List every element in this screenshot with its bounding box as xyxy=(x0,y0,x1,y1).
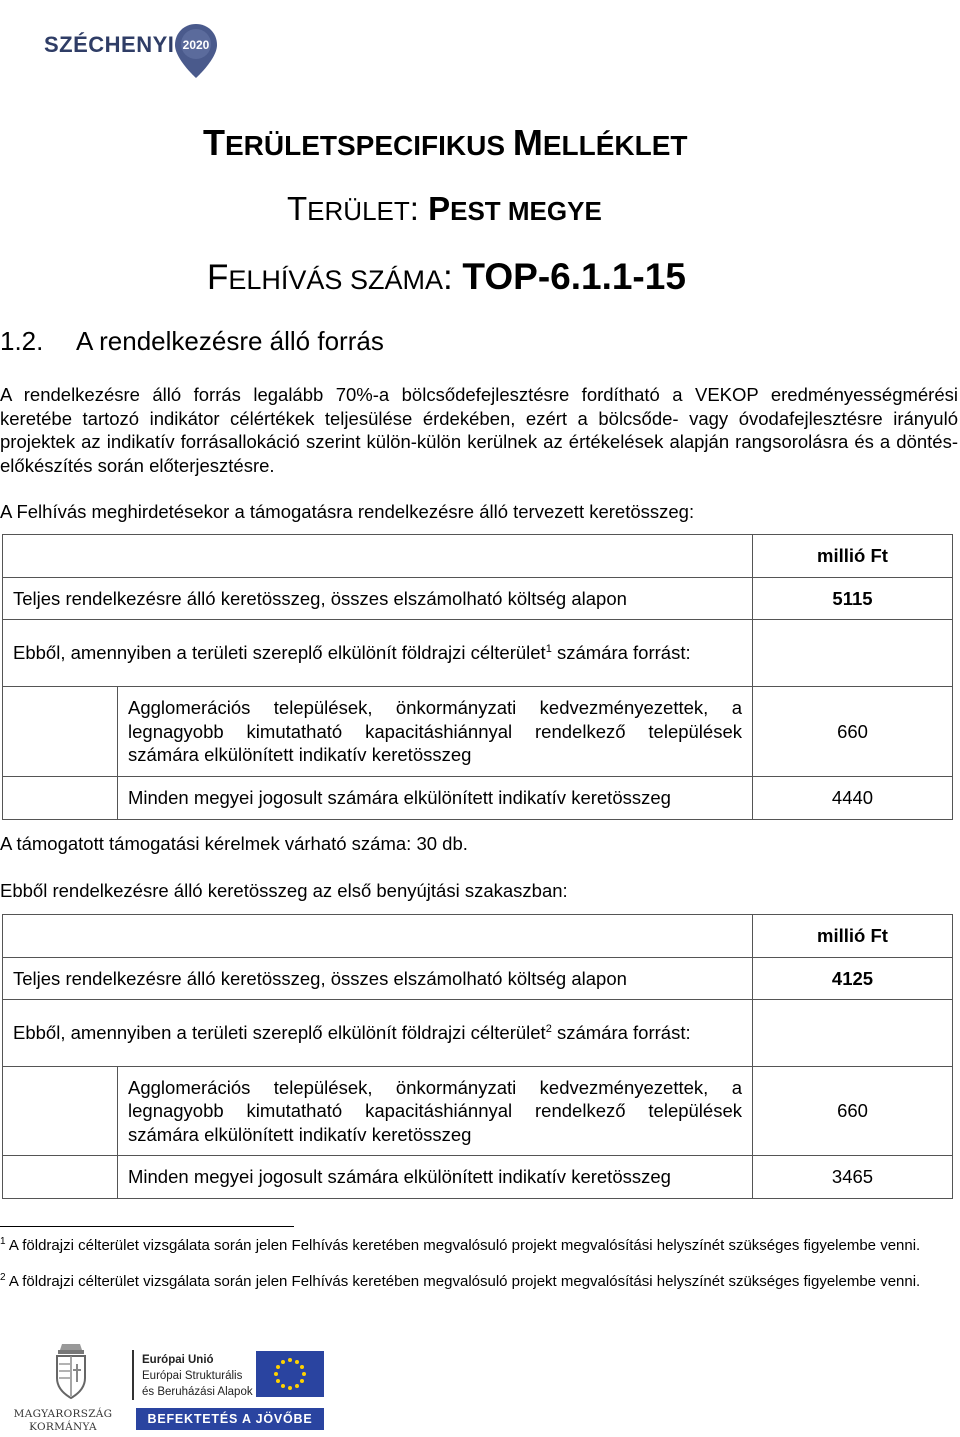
table-cell-empty xyxy=(3,915,753,958)
area-rest: ERÜLET xyxy=(307,196,410,226)
footnote-mark: 2 xyxy=(0,1272,6,1283)
table-cell-empty xyxy=(3,777,118,820)
area-cap: T xyxy=(287,190,308,227)
section-number: 1.2. xyxy=(0,326,44,356)
call-code: TOP-6.1.1-15 xyxy=(462,256,686,297)
unit-header: millió Ft xyxy=(753,915,953,958)
county-label: Minden megyei jogosult számára elkülönített indikatív keretösszeg xyxy=(118,777,753,820)
hungarian-government-logo xyxy=(0,1340,126,1434)
eu-line: Európai Strukturális xyxy=(142,1370,243,1382)
title-rest: ERÜLETSPECIFIKUS xyxy=(225,130,513,161)
intro-paragraph: A rendelkezésre álló forrás legalább 70%-a bölcsődefejlesztésre fordítható a VEKOP eredményességmérési keretébe tartozó indikátor célértékek teljesülése érdekében, ezért a bölcsőde- vagy óvodafejlesztésre irányuló projektek az indikatív forrásallokáció szerint külön-külön kerülnek az értékelések alapján rangsorolásra és a döntés-előkészítés során előterjesztésre. xyxy=(0,384,958,476)
table-row xyxy=(3,958,953,1000)
call-rest: ELHÍVÁS SZÁMA xyxy=(228,265,443,295)
table-cell-empty xyxy=(3,687,118,777)
title-rest: ELLÉKLET xyxy=(542,130,688,161)
agglomeration-value: 660 xyxy=(753,1067,953,1156)
title-cap: M xyxy=(512,122,543,163)
table-row xyxy=(3,777,953,820)
eu-divider xyxy=(132,1350,134,1400)
agglomeration-label: Agglomerációs települések, önkormányzati kedvezményezettek, a legnagyobb kimutatható kapacitáshiánnyal rendelkező települések számára elkülönített indikatív keretösszeg xyxy=(118,687,753,777)
logo-text: SZÉCHENYI xyxy=(44,32,175,57)
szechenyi-2020-logo xyxy=(44,18,224,82)
area-name: EST MEGYE xyxy=(450,196,602,226)
from-label xyxy=(3,620,753,687)
footnote-text: A földrajzi célterület vizsgálata során jelen Felhívás keretében megvalósuló projekt megvalósítási helyszínét szükséges figyelembe venni. xyxy=(8,1273,921,1290)
budget-table-first-phase xyxy=(2,914,953,1199)
eu-funds-logo xyxy=(132,1350,330,1432)
table-cell-empty xyxy=(753,1000,953,1067)
table-row xyxy=(3,1156,953,1199)
county-value: 4440 xyxy=(753,777,953,820)
coat-of-arms-icon xyxy=(50,1340,92,1400)
area-cap: P xyxy=(428,190,451,227)
budget-intro-paragraph: A Felhívás meghirdetésekor a támogatásra rendelkezésre álló tervezett keretösszeg: xyxy=(0,501,695,522)
county-label: Minden megyei jogosult számára elkülönített indikatív keretösszeg xyxy=(118,1156,753,1199)
footnote-mark: 1 xyxy=(545,643,552,656)
budget-table-total xyxy=(2,534,953,820)
total-value: 4125 xyxy=(753,958,953,1000)
from-label-text: Ebből, amennyiben a területi szereplő elkülönít földrajzi célterület xyxy=(13,1022,546,1044)
footnote-mark: 1 xyxy=(0,1236,6,1247)
footnote-mark: 2 xyxy=(545,1023,552,1036)
table-row xyxy=(3,535,953,578)
footnote-text: A földrajzi célterület vizsgálata során jelen Felhívás keretében megvalósuló projekt megvalósítási helyszínét szükséges figyelembe venni. xyxy=(8,1237,921,1254)
call-separator: : xyxy=(442,258,463,297)
county-value: 3465 xyxy=(753,1156,953,1199)
table-row xyxy=(3,915,953,958)
call-number-title xyxy=(207,256,686,298)
expected-applications: A támogatott támogatási kérelmek várható száma: 30 db. xyxy=(0,833,468,854)
footnote xyxy=(0,1237,960,1255)
table-row xyxy=(3,578,953,620)
from-label-text: Ebből, amennyiben a területi szereplő elkülönít földrajzi célterület xyxy=(13,642,546,664)
section-heading xyxy=(0,326,384,357)
table-row xyxy=(3,620,953,687)
agglomeration-value: 660 xyxy=(753,687,953,777)
map-pin-icon xyxy=(172,22,220,80)
area-title xyxy=(287,190,602,228)
logo-year: 2020 xyxy=(182,38,210,52)
section-title: A rendelkezésre álló forrás xyxy=(76,326,384,356)
table-cell-empty xyxy=(3,1156,118,1199)
agglomeration-label: Agglomerációs települések, önkormányzati kedvezményezettek, a legnagyobb kimutatható kapacitáshiánnyal rendelkező települések számára elkülönített indikatív keretösszeg xyxy=(118,1067,753,1156)
footnote xyxy=(0,1273,960,1291)
call-cap: F xyxy=(207,258,229,297)
from-label-end: számára forrást: xyxy=(551,642,691,664)
government-line: KORMÁNYA xyxy=(29,1421,97,1433)
table-row xyxy=(3,1067,953,1156)
table-cell-empty xyxy=(3,535,753,578)
table-cell-empty xyxy=(753,620,953,687)
footnote-divider xyxy=(0,1226,294,1227)
table-row xyxy=(3,1000,953,1067)
table-row xyxy=(3,687,953,777)
first-phase-intro: Ebből rendelkezésre álló keretösszeg az első benyújtási szakaszban: xyxy=(0,880,568,901)
unit-header: millió Ft xyxy=(753,535,953,578)
eu-text xyxy=(142,1352,253,1400)
government-line: MAGYARORSZÁG xyxy=(13,1408,113,1420)
document-title xyxy=(203,122,687,164)
eu-line: Európai Unió xyxy=(142,1354,214,1366)
eu-flag-icon xyxy=(256,1351,324,1397)
total-label: Teljes rendelkezésre álló keretösszeg, összes elszámolható költség alapon xyxy=(3,958,753,1000)
from-label xyxy=(3,1000,753,1067)
government-text xyxy=(0,1408,126,1434)
table-cell-empty xyxy=(3,1067,118,1156)
area-separator: : xyxy=(409,190,429,227)
investment-banner: BEFEKTETÉS A JÖVŐBE xyxy=(136,1408,324,1430)
from-label-end: számára forrást: xyxy=(551,1022,691,1044)
total-value: 5115 xyxy=(753,578,953,620)
title-cap: T xyxy=(203,122,225,163)
total-label: Teljes rendelkezésre álló keretösszeg, összes elszámolható költség alapon xyxy=(3,578,753,620)
eu-line: és Beruházási Alapok xyxy=(142,1386,253,1398)
